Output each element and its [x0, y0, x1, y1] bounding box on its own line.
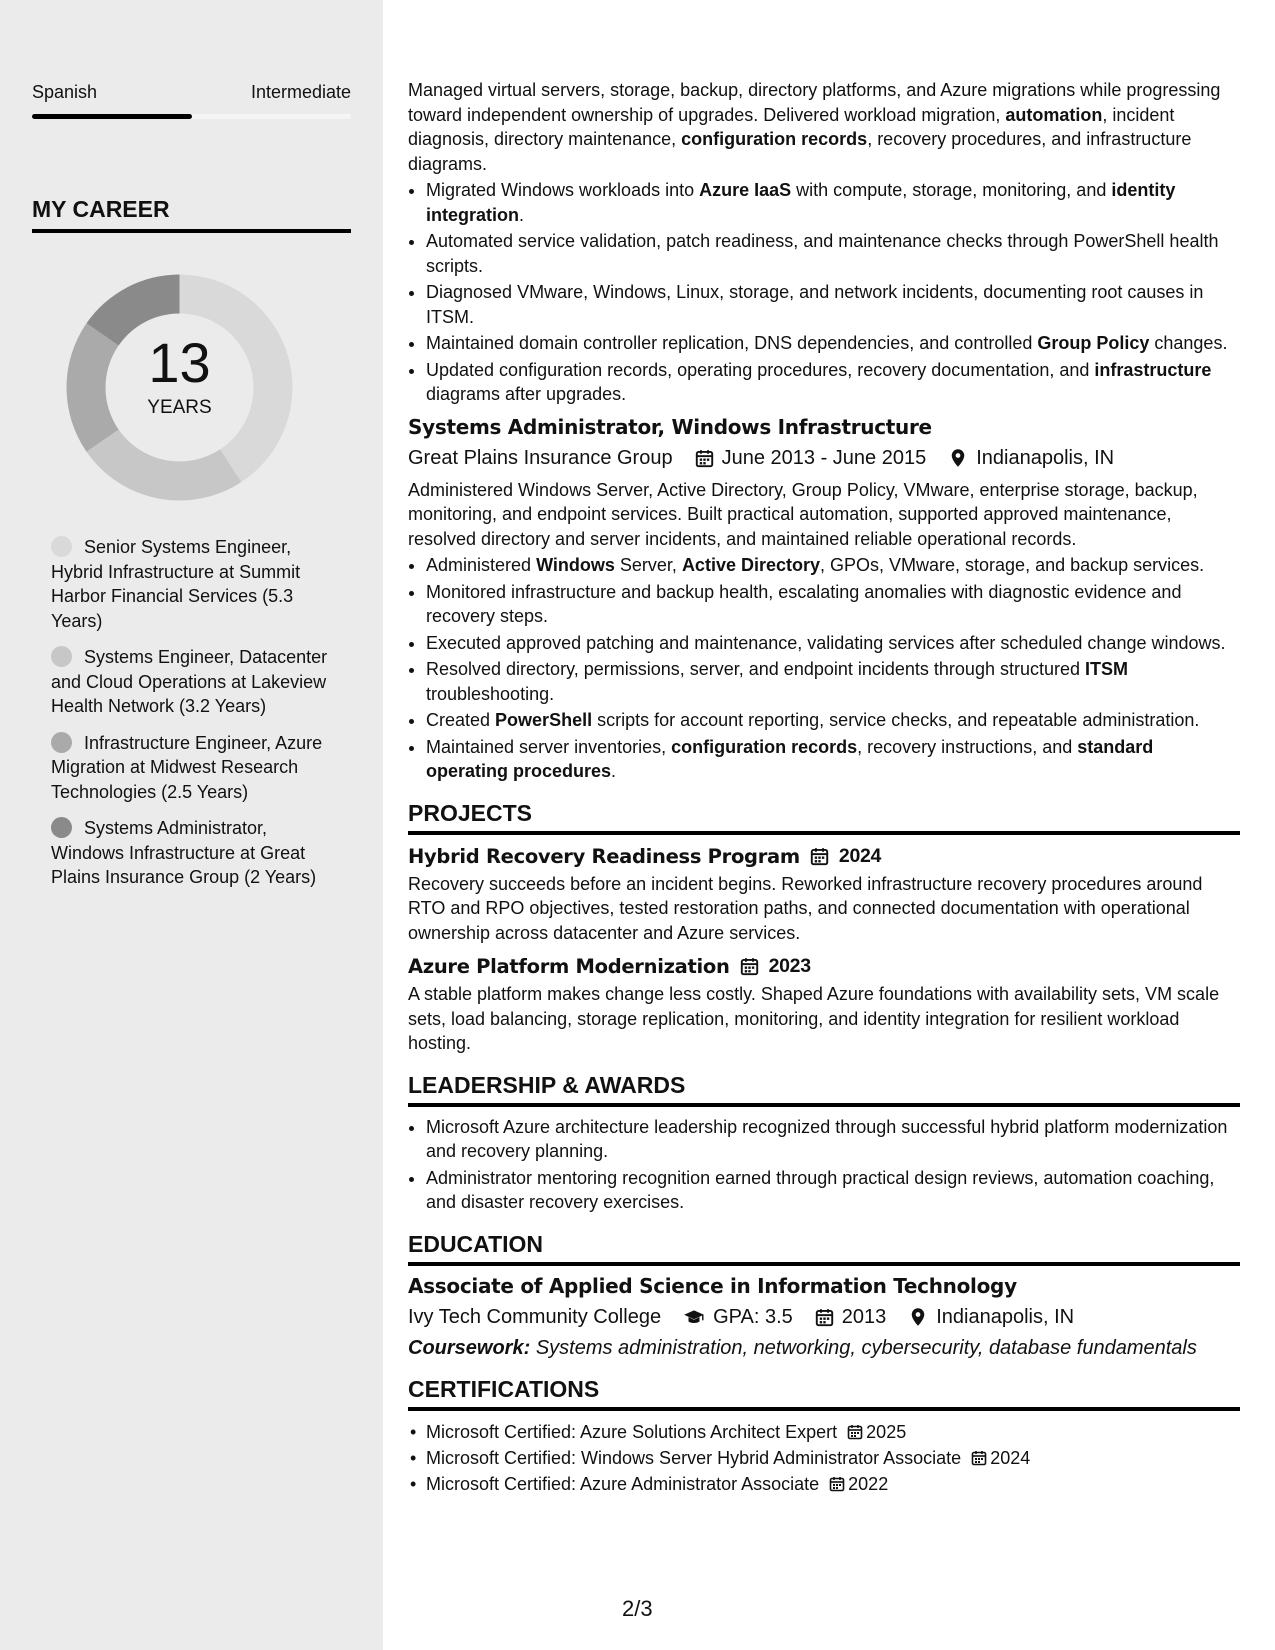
- text-segment: with compute, storage, monitoring, and: [791, 180, 1112, 200]
- bold-keyword: standard operating procedures: [426, 736, 1154, 781]
- project-description: Recovery succeeds before an incident begins. Reworked infrastructure recovery procedures around RTO and RPO objectives, tested restoration paths, and connected documentation with operational ownership across datacenter and Azure services.: [408, 873, 1203, 943]
- school-name: Ivy Tech Community College: [408, 1305, 662, 1328]
- text-segment: Administrator mentoring recognition earned through practical design reviews, automation coaching, and disaster recovery exercises.: [426, 1167, 1215, 1212]
- leadership-heading: LEADERSHIP & AWARDS: [408, 1072, 1240, 1107]
- language-row: [32, 82, 351, 103]
- education-heading: EDUCATION: [408, 1231, 1240, 1266]
- education-meta: [408, 1306, 1240, 1329]
- certification-item: [426, 1419, 1240, 1445]
- bold-keyword: automation: [1005, 104, 1103, 125]
- text-segment: Executed approved patching and maintenance, validating services after scheduled change windows.: [426, 632, 1226, 653]
- certification-name: • Microsoft Certified: Azure Administrator Associate: [426, 1473, 820, 1494]
- career-legend-item: [51, 816, 341, 890]
- text-segment: Monitored infrastructure and backup health, escalating anomalies with diagnostic evidence and recovery steps.: [426, 581, 1182, 626]
- bold-keyword: PowerShell: [495, 710, 593, 730]
- project-title: Hybrid Recovery Readiness Program: [408, 844, 800, 868]
- education-gpa: GPA: 3.5: [713, 1305, 793, 1328]
- career-legend-text: Systems Administrator, Windows Infrastructure at Great Plains Insurance Group (2 Years): [51, 818, 317, 887]
- job-bullets: [408, 178, 1240, 407]
- project-title-row: [408, 955, 1240, 978]
- bold-keyword: infrastructure: [1094, 359, 1212, 380]
- certification-name: • Microsoft Certified: Azure Solutions Architect Expert: [426, 1421, 838, 1442]
- bullet-item: [426, 280, 1240, 329]
- coursework-text: Systems administration, networking, cybersecurity, database fundamentals: [535, 1336, 1197, 1359]
- legend-dot: [51, 536, 72, 557]
- language-name: Spanish: [32, 82, 98, 102]
- calendar-icon: [740, 957, 759, 976]
- project-title-row: [408, 845, 1240, 868]
- certification-item: [426, 1445, 1240, 1471]
- projects-list: [408, 845, 1240, 1056]
- career-years-donut: [66, 274, 293, 501]
- bold-keyword: Group Policy: [1037, 333, 1150, 353]
- job-description: [408, 78, 1240, 176]
- project-year: 2024: [838, 844, 882, 867]
- company-name: Great Plains Insurance Group: [408, 446, 673, 469]
- donut-segment: [67, 323, 119, 451]
- bullet-item: [426, 580, 1240, 629]
- bullet-item: [426, 331, 1240, 356]
- text-segment: Maintained domain controller replication, DNS dependencies, and controlled: [426, 333, 1038, 353]
- job-meta: [408, 447, 1240, 470]
- text-segment: Managed virtual servers, storage, backup, directory platforms, and Azure migrations while progressing toward independent ownership of upgrades. Delivered workload migration,: [408, 80, 1221, 125]
- calendar-icon: [695, 449, 714, 468]
- location-pin-icon: [908, 1307, 928, 1327]
- bullet-item: [426, 1166, 1240, 1215]
- text-segment: .: [611, 761, 617, 781]
- legend-dot: [51, 817, 72, 838]
- bold-keyword: Windows: [536, 555, 615, 575]
- text-segment: troubleshooting.: [426, 683, 555, 704]
- text-segment: Migrated Windows workloads into: [426, 180, 700, 200]
- bold-keyword: ITSM: [1085, 659, 1129, 679]
- career-legend-item: [51, 645, 341, 719]
- certification-year: 2022: [848, 1473, 889, 1494]
- bold-keyword: configuration records: [671, 736, 858, 757]
- text-segment: .: [519, 204, 525, 225]
- projects-heading: PROJECTS: [408, 800, 1240, 835]
- bold-keyword: identity integration: [426, 180, 1176, 225]
- bullet-item: [426, 708, 1240, 733]
- text-segment: , recovery instructions, and: [857, 736, 1078, 757]
- main-content: [408, 78, 1240, 1497]
- text-segment: changes.: [1149, 333, 1228, 353]
- text-segment: scripts for account reporting, service checks, and repeatable administration.: [592, 710, 1200, 730]
- donut-total-number: 13: [148, 331, 211, 394]
- text-segment: Administered: [426, 555, 537, 575]
- text-segment: Microsoft Azure architecture leadership recognized through successful hybrid platform modernization and recovery planning.: [426, 1116, 1228, 1161]
- certification-item: [426, 1471, 1240, 1497]
- job-bullets: [408, 553, 1240, 784]
- job-location: Indianapolis, IN: [976, 446, 1115, 469]
- certification-year: 2024: [990, 1447, 1031, 1468]
- leadership-list: [408, 1115, 1240, 1215]
- language-level: Intermediate: [250, 82, 351, 102]
- calendar-icon: [815, 1308, 834, 1327]
- location-pin-icon: [948, 448, 968, 468]
- legend-dot: [51, 646, 72, 667]
- job-dates: June 2013 - June 2015: [721, 446, 927, 469]
- text-segment: Maintained server inventories,: [426, 736, 672, 757]
- certifications-list: [408, 1419, 1240, 1497]
- text-segment: Diagnosed VMware, Windows, Linux, storage, and network incidents, documenting root causes in ITSM.: [426, 282, 1204, 327]
- certification-name: • Microsoft Certified: Windows Server Hybrid Administrator Associate: [426, 1447, 962, 1468]
- career-heading: MY CAREER: [32, 196, 351, 233]
- bullet-item: [426, 735, 1240, 784]
- bullet-item: [426, 1115, 1240, 1164]
- job-description: Administered Windows Server, Active Directory, Group Policy, VMware, enterprise storage, backup, monitoring, and endpoint services. Built practical automation, supported approved maintenance, resolved directory and server incidents, and maintained reliable operational records.: [408, 479, 1198, 549]
- career-legend-text: Systems Engineer, Datacenter and Cloud Operations at Lakeview Health Network (3.2 Years): [51, 647, 328, 716]
- education-location: Indianapolis, IN: [936, 1305, 1075, 1328]
- degree-title: Associate of Applied Science in Information Technology: [408, 1273, 1017, 1298]
- project-description: A stable platform makes change less costly. Shaped Azure foundations with availability sets, VM scale sets, load balancing, storage replication, monitoring, and identity integration for resilient workload hosting.: [408, 984, 1220, 1053]
- legend-dot: [51, 732, 72, 753]
- bullet-item: [426, 358, 1240, 407]
- calendar-icon: [971, 1450, 987, 1466]
- job-title: Systems Administrator, Windows Infrastructure: [408, 414, 932, 439]
- coursework-label: Coursework:: [408, 1336, 531, 1359]
- certification-year: 2025: [866, 1421, 907, 1442]
- project-year: 2023: [768, 955, 811, 977]
- text-segment: diagrams after upgrades.: [426, 384, 627, 404]
- bold-keyword: Azure IaaS: [699, 180, 792, 200]
- donut-segment: [87, 430, 242, 501]
- bullet-item: [426, 178, 1240, 227]
- page-number: 2/3: [622, 1596, 653, 1621]
- bullet-item: [426, 553, 1240, 578]
- certifications-heading: CERTIFICATIONS: [408, 1376, 1240, 1411]
- text-segment: Created: [426, 710, 496, 730]
- text-segment: Resolved directory, permissions, server, and endpoint incidents through structured: [426, 659, 1086, 679]
- career-legend-text: Senior Systems Engineer, Hybrid Infrastructure at Summit Harbor Financial Services (5.3 Years): [51, 537, 301, 631]
- career-legend-item: [51, 535, 341, 633]
- text-segment: Automated service validation, patch readiness, and maintenance checks through PowerShell health scripts.: [426, 231, 1219, 276]
- calendar-icon: [829, 1476, 845, 1492]
- language-proficiency-bar: [32, 114, 351, 119]
- education-year: 2013: [841, 1305, 887, 1328]
- text-segment: , recovery procedures, and infrastructure diagrams.: [408, 129, 1192, 174]
- career-legend: [51, 535, 341, 902]
- text-segment: , incident diagnosis, directory maintenance,: [408, 104, 1175, 149]
- donut-total-label: YEARS: [147, 397, 212, 418]
- text-segment: Server,: [614, 555, 682, 575]
- coursework: [408, 1337, 1240, 1360]
- bullet-item: [426, 657, 1240, 706]
- language-proficiency-fill: [32, 114, 192, 119]
- bold-keyword: configuration records: [681, 129, 868, 149]
- bold-keyword: Active Directory: [681, 555, 820, 575]
- bullet-item: [426, 631, 1240, 656]
- project-title: Azure Platform Modernization: [408, 955, 730, 978]
- calendar-icon: [847, 1424, 863, 1440]
- text-segment: , GPOs, VMware, storage, and backup services.: [820, 555, 1205, 575]
- career-legend-item: [51, 731, 341, 805]
- text-segment: Updated configuration records, operating procedures, recovery documentation, and: [426, 359, 1095, 380]
- sidebar: [0, 0, 383, 1650]
- graduation-cap-icon: [683, 1308, 705, 1326]
- bullet-item: [426, 229, 1240, 278]
- career-legend-text: Infrastructure Engineer, Azure Migration at Midwest Research Technologies (2.5 Years): [51, 732, 323, 802]
- calendar-icon: [810, 847, 829, 866]
